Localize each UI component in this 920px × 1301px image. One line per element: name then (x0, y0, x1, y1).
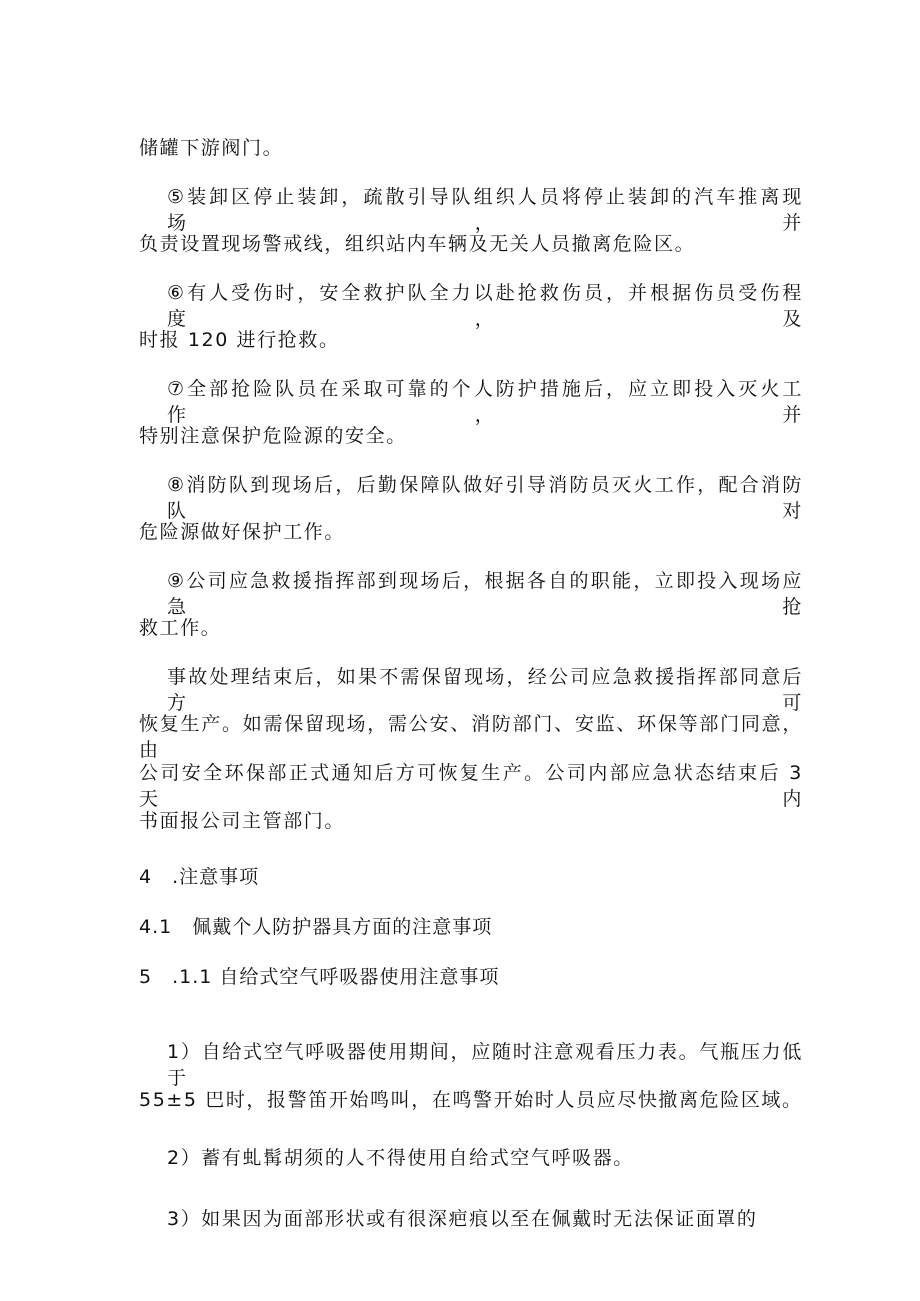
paragraph-line: 事故处理结束后，如果不需保留现场，经公司应急救援指挥部同意后方可 (167, 666, 803, 714)
list-item-line: 1）自给式空气呼吸器使用期间，应随时注意观看压力表。气瓶压力低于 (167, 1041, 803, 1089)
section-heading: 4 .注意事项 (139, 866, 260, 888)
paragraph-line: ⑦全部抢险队员在采取可靠的个人防护措施后，应立即投入灭火工作，并 (167, 378, 803, 426)
paragraph-line: 危险源做好保护工作。 (139, 521, 346, 543)
list-item-line: 3）如果因为面部形状或有很深疤痕以至在佩戴时无法保证面罩的 (167, 1208, 758, 1230)
paragraph-line: 特别注意保护危险源的安全。 (139, 425, 407, 447)
subsection-heading: 4.1 佩戴个人防护器具方面的注意事项 (139, 916, 493, 938)
paragraph-line: ⑤装卸区停止装卸，疏散引导队组织人员将停止装卸的汽车推离现场，并 (167, 186, 803, 234)
paragraph-line: 救工作。 (139, 617, 222, 639)
paragraph-line: 公司安全环保部正式通知后方可恢复生产。公司内部应急状态结束后 3 天内 (139, 762, 803, 810)
paragraph-line: 书面报公司主管部门。 (139, 810, 346, 832)
paragraph-line: ⑥有人受伤时，安全救护队全力以赴抢救伤员，并根据伤员受伤程度，及 (167, 282, 803, 330)
paragraph-line: 负责设置现场警戒线，组织站内车辆及无关人员撤离危险区。 (139, 233, 696, 255)
paragraph-line: ⑧消防队到现场后，后勤保障队做好引导消防员灭火工作，配合消防队对 (167, 474, 803, 522)
paragraph-line: 恢复生产。如需保留现场，需公安、消防部门、安监、环保等部门同意，由 (139, 713, 803, 761)
paragraph-line: ⑨公司应急救援指挥部到现场后，根据各自的职能，立即投入现场应急抢 (167, 570, 803, 618)
list-item-line: 2）蓄有虬髯胡须的人不得使用自给式空气呼吸器。 (167, 1147, 634, 1169)
subsection-heading: 5 .1.1 自给式空气呼吸器使用注意事项 (139, 966, 500, 988)
list-item-line: 55±5 巴时，报警笛开始鸣叫，在鸣警开始时人员应尽快撤离危险区域。 (139, 1089, 803, 1111)
paragraph-line: 储罐下游阀门。 (139, 137, 284, 159)
paragraph-line: 时报 120 进行抢救。 (139, 329, 340, 351)
